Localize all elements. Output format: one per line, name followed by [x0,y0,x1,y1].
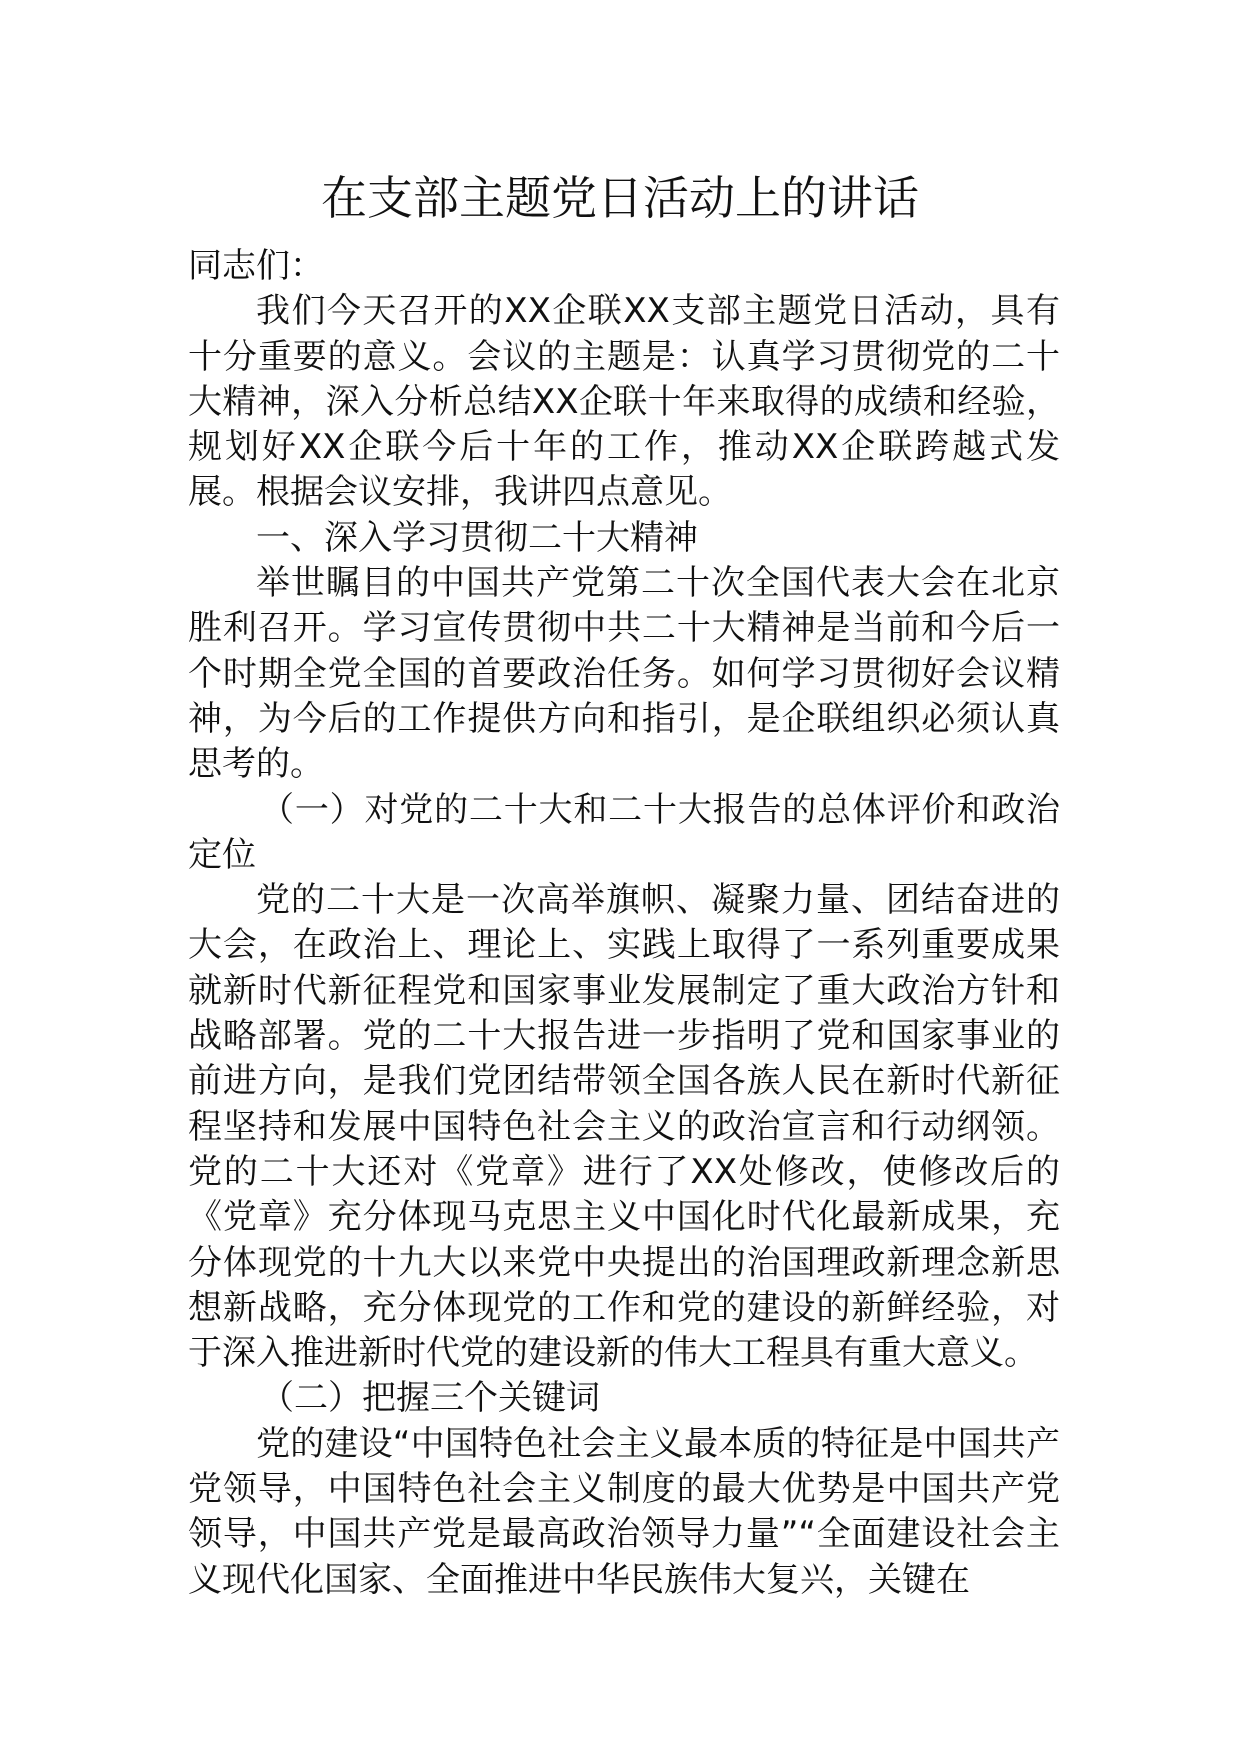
paragraph-congress: 举世瞩目的中国共产党第二十次全国代表大会在北京胜利召开。学习宣传贯彻中共二十大精神是当前和今后一个时期全党全国的首要政治任务。如何学习贯彻好会议精神，为今后的工作提供方向和指引，是企联组织必须认真思考的。 [188,563,1060,785]
paragraph-evaluation: 党的二十大是一次高举旗帜、凝聚力量、团结奋进的大会，在政治上、理论上、实践上取得了一系列重要成果就新时代新征程党和国家事业发展制定了重大政治方针和战略部署。党的二十大报告进一步指明了党和国家事业的前进方向，是我们党团结带领全国各族人民在新时代新征程坚持和发展中国特色社会主义的政治宣言和行动纲领。党的二十大还对《党章》进行了XX处修改，使修改后的《党章》充分体现马克思主义中国化时代化最新成果，充分体现党的十九大以来党中央提出的治国理政新理念新思想新战略，充分体现党的工作和党的建设的新鲜经验，对于深入推进新时代党的建设新的伟大工程具有重大意义。 [188,880,1060,1374]
subsection-heading-1: （一）对党的二十大和二十大报告的总体评价和政治定位 [188,789,1060,875]
paragraph-intro: 我们今天召开的XX企联XX支部主题党日活动，具有十分重要的意义。会议的主题是：认真学习贯彻党的二十大精神，深入分析总结XX企联十年来取得的成绩和经验，规划好XX企联今后十年的工作，推动XX企联跨越式发展。根据会议安排，我讲四点意见。 [188,291,1060,513]
paragraph-keywords: 党的建设“中国特色社会主义最本质的特征是中国共产党领导，中国特色社会主义制度的最大优势是中国共产党领导，中国共产党是最高政治领导力量”“全面建设社会主义现代化国家、全面推进中华民族伟大复兴，关键在 [188,1423,1060,1600]
subsection-heading-2: （二）把握三个关键词 [260,1378,600,1419]
salutation: 同志们： [188,246,324,286]
document-title: 在支部主题党日活动上的讲话 [321,171,919,225]
document-body [188,244,1060,1603]
section-heading-1: 一、深入学习贯彻二十大精神 [256,517,698,558]
